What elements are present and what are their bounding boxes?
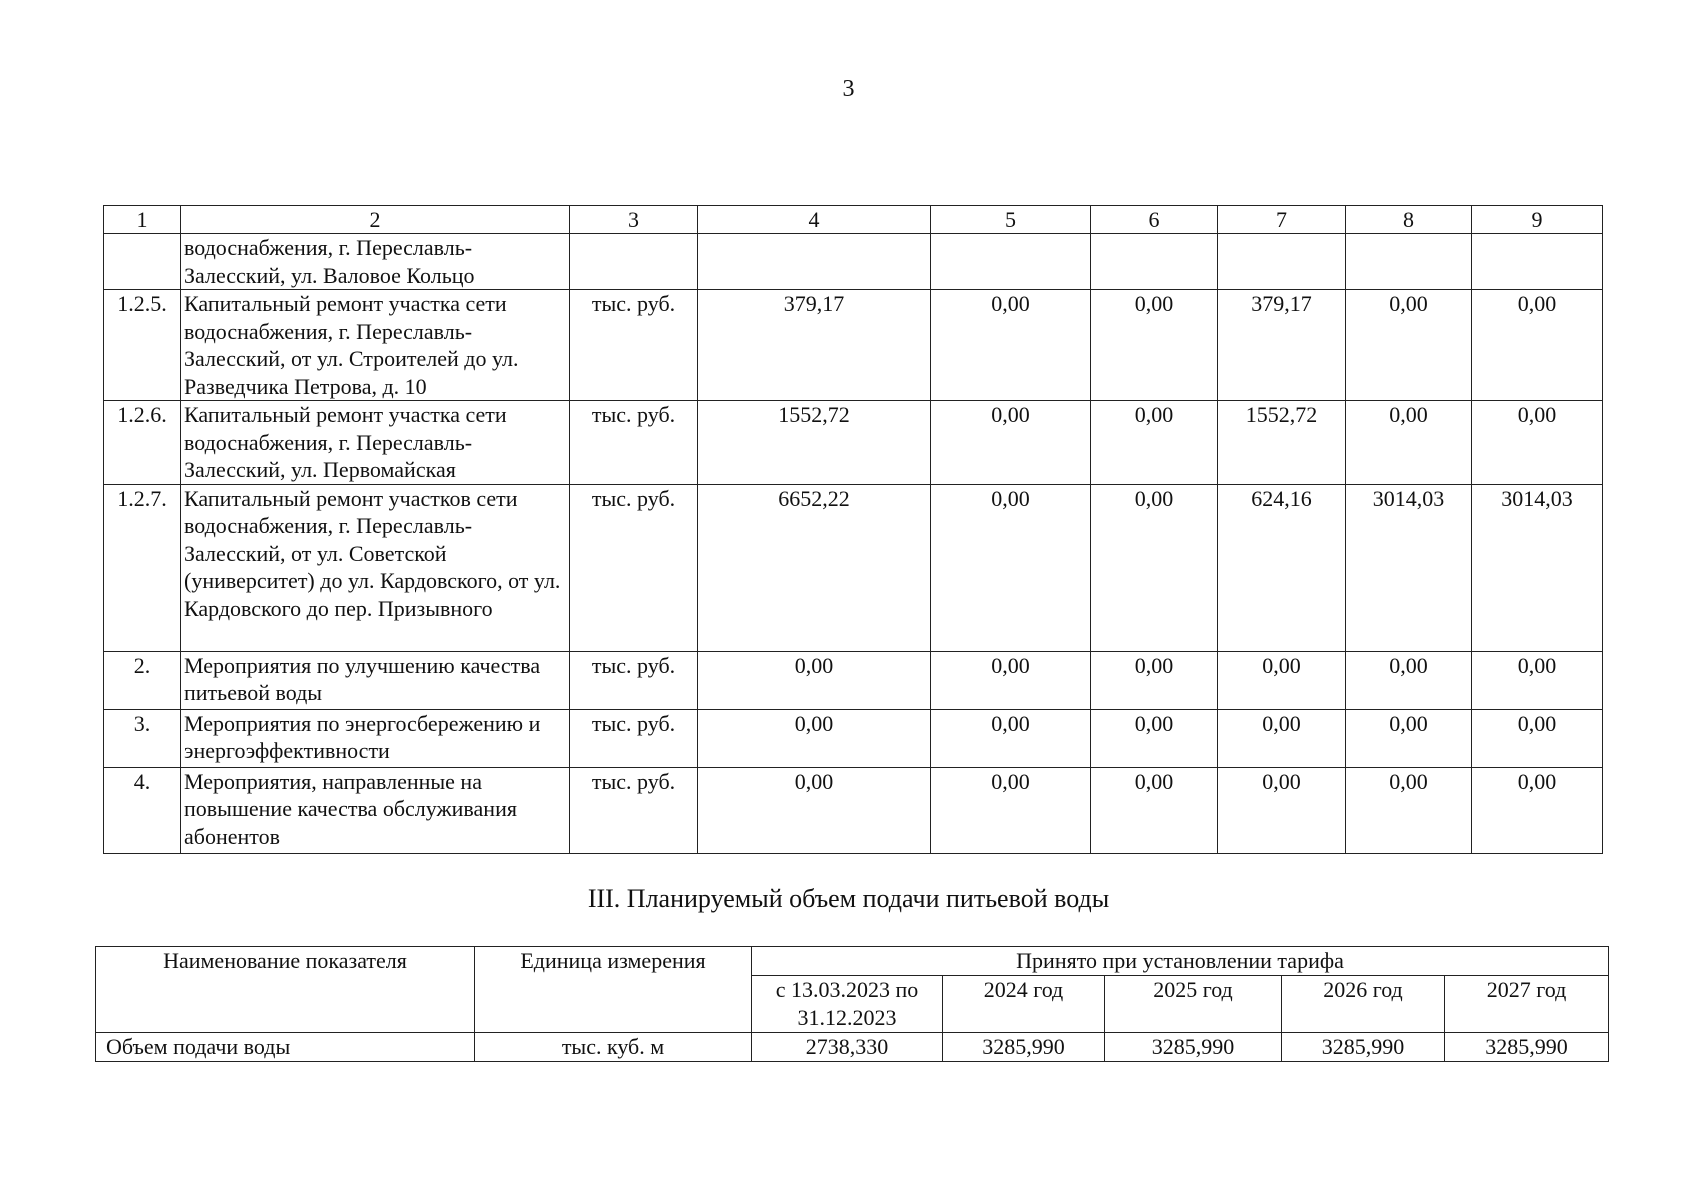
value-cell — [698, 234, 931, 290]
item-unit: тыс. руб. — [570, 484, 698, 651]
value-cell: 379,17 — [1218, 290, 1346, 401]
value-cell: 0,00 — [1091, 767, 1218, 853]
value-cell: 0,00 — [931, 401, 1091, 485]
value-cell: 2738,330 — [752, 1033, 943, 1062]
value-cell: 0,00 — [1091, 709, 1218, 767]
item-name: Мероприятия по энергосбережению и энергоэффективности — [181, 709, 570, 767]
column-header-group: Принято при установлении тарифа — [752, 947, 1609, 976]
item-number: 2. — [104, 651, 181, 709]
value-cell: 0,00 — [931, 709, 1091, 767]
item-number: 1.2.7. — [104, 484, 181, 651]
value-cell: 0,00 — [931, 484, 1091, 651]
item-number: 1.2.6. — [104, 401, 181, 485]
table-row — [104, 484, 1603, 651]
item-unit: тыс. руб. — [570, 767, 698, 853]
period-header: 2026 год — [1282, 976, 1445, 1033]
item-unit — [570, 234, 698, 290]
value-cell: 0,00 — [1346, 651, 1472, 709]
value-cell: 0,00 — [698, 767, 931, 853]
item-name: Мероприятия, направленные на повышение качества обслуживания абонентов — [181, 767, 570, 853]
header-row — [96, 947, 1609, 976]
column-header-unit: Единица измерения — [475, 947, 752, 1033]
value-cell: 0,00 — [1346, 401, 1472, 485]
value-cell: 0,00 — [931, 767, 1091, 853]
value-cell: 3285,990 — [1105, 1033, 1282, 1062]
value-cell — [1218, 234, 1346, 290]
page-number: 3 — [842, 76, 855, 102]
table-row — [104, 234, 1603, 290]
item-name: Капитальный ремонт участка сети водоснабжения, г. Переславль-Залесский, от ул. Строителей до ул. Разведчика Петрова, д. 10 — [181, 290, 570, 401]
value-cell — [1346, 234, 1472, 290]
section-title: III. Планируемый объем подачи питьевой воды — [587, 884, 1110, 913]
value-cell: 1552,72 — [1218, 401, 1346, 485]
column-number: 1 — [104, 206, 181, 234]
table-row — [96, 1033, 1609, 1062]
item-number: 3. — [104, 709, 181, 767]
value-cell: 0,00 — [1472, 767, 1603, 853]
item-number: 4. — [104, 767, 181, 853]
column-number: 5 — [931, 206, 1091, 234]
value-cell: 0,00 — [1218, 651, 1346, 709]
item-unit: тыс. руб. — [570, 290, 698, 401]
value-cell: 0,00 — [1472, 651, 1603, 709]
value-cell: 0,00 — [1472, 401, 1603, 485]
column-number-row — [104, 206, 1603, 234]
value-cell: 0,00 — [1091, 651, 1218, 709]
value-cell: 3014,03 — [1346, 484, 1472, 651]
column-number: 3 — [570, 206, 698, 234]
value-cell: 0,00 — [931, 290, 1091, 401]
value-cell: 0,00 — [1218, 709, 1346, 767]
value-cell: 0,00 — [1472, 290, 1603, 401]
value-cell: 6652,22 — [698, 484, 931, 651]
table-row — [104, 709, 1603, 767]
value-cell: 3014,03 — [1472, 484, 1603, 651]
item-number: 1.2.5. — [104, 290, 181, 401]
item-unit: тыс. руб. — [570, 651, 698, 709]
column-number: 9 — [1472, 206, 1603, 234]
column-number: 4 — [698, 206, 931, 234]
value-cell: 624,16 — [1218, 484, 1346, 651]
item-name: Капитальный ремонт участков сети водоснабжения, г. Переславль-Залесский, от ул. Советской (университет) до ул. Кардовского, от ул. Кардовского до пер. Призывного — [181, 484, 570, 651]
value-cell: 0,00 — [1346, 709, 1472, 767]
value-cell: 3285,990 — [1445, 1033, 1609, 1062]
water-supply-volume-table — [95, 946, 1609, 1062]
investment-measures-table — [103, 205, 1603, 854]
value-cell: 0,00 — [1472, 709, 1603, 767]
item-number — [104, 234, 181, 290]
period-header: 2024 год — [943, 976, 1105, 1033]
value-cell: 0,00 — [698, 651, 931, 709]
column-number: 7 — [1218, 206, 1346, 234]
value-cell: 3285,990 — [943, 1033, 1105, 1062]
value-cell: 0,00 — [698, 709, 931, 767]
value-cell — [931, 234, 1091, 290]
column-number: 2 — [181, 206, 570, 234]
value-cell: 0,00 — [1091, 401, 1218, 485]
indicator-name: Объем подачи воды — [96, 1033, 475, 1062]
table-row — [104, 767, 1603, 853]
period-header: 2025 год — [1105, 976, 1282, 1033]
period-header: с 13.03.2023 по 31.12.2023 — [752, 976, 943, 1033]
value-cell — [1091, 234, 1218, 290]
value-cell: 0,00 — [1346, 767, 1472, 853]
value-cell: 0,00 — [931, 651, 1091, 709]
period-header: 2027 год — [1445, 976, 1609, 1033]
column-header-name: Наименование показателя — [96, 947, 475, 1033]
table-row — [104, 290, 1603, 401]
item-name: Капитальный ремонт участка сети водоснабжения, г. Переславль-Залесский, ул. Первомайская — [181, 401, 570, 485]
value-cell: 1552,72 — [698, 401, 931, 485]
value-cell: 0,00 — [1346, 290, 1472, 401]
value-cell: 0,00 — [1091, 290, 1218, 401]
column-number: 8 — [1346, 206, 1472, 234]
item-unit: тыс. руб. — [570, 709, 698, 767]
item-name: водоснабжения, г. Переславль-Залесский, ул. Валовое Кольцо — [181, 234, 570, 290]
value-cell: 0,00 — [1218, 767, 1346, 853]
item-unit: тыс. руб. — [570, 401, 698, 485]
value-cell: 379,17 — [698, 290, 931, 401]
value-cell — [1472, 234, 1603, 290]
value-cell: 3285,990 — [1282, 1033, 1445, 1062]
table-row — [104, 651, 1603, 709]
item-name: Мероприятия по улучшению качества питьевой воды — [181, 651, 570, 709]
indicator-unit: тыс. куб. м — [475, 1033, 752, 1062]
table-row — [104, 401, 1603, 485]
column-number: 6 — [1091, 206, 1218, 234]
value-cell: 0,00 — [1091, 484, 1218, 651]
